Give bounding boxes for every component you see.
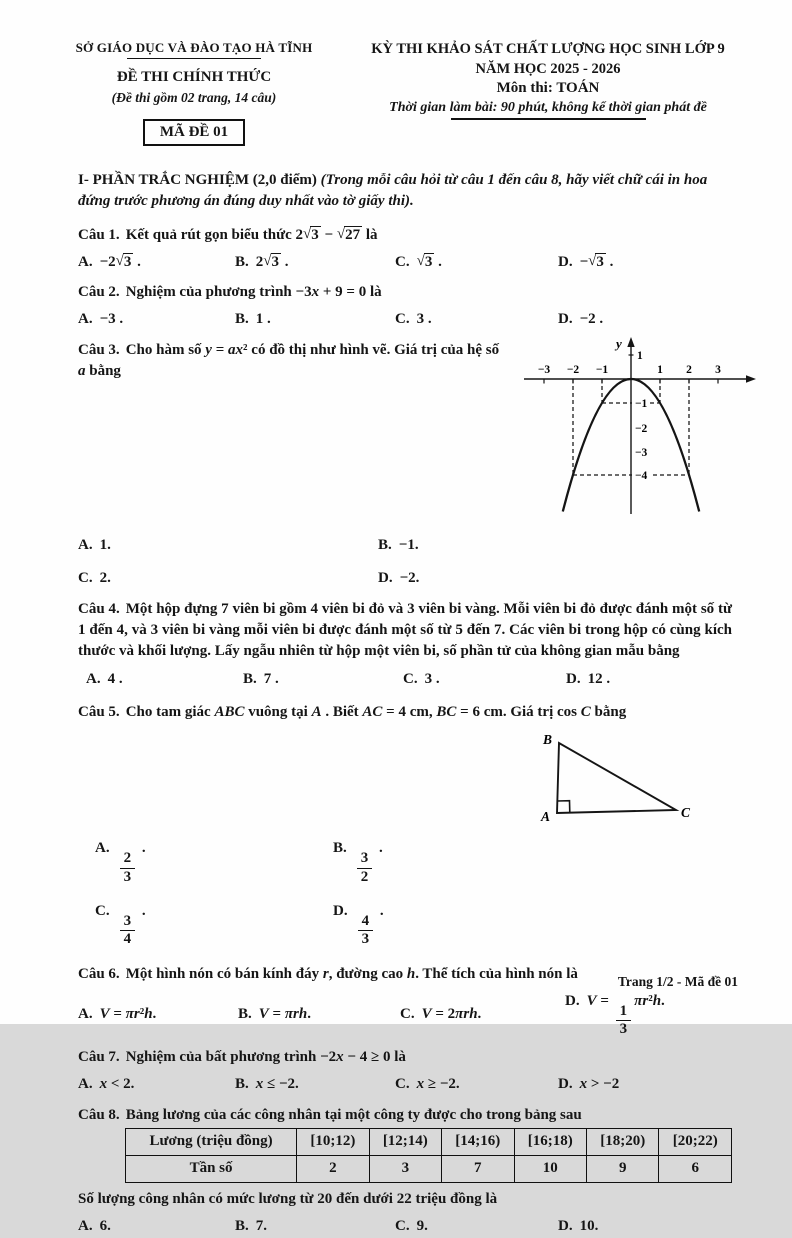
page-footer (618, 974, 738, 990)
q2-option-a: A. −3 . (78, 311, 124, 328)
q1-option-c: C. √3 . (395, 252, 442, 270)
q6-option-b: B. V = πrh. (238, 1006, 311, 1023)
question-7-options (78, 1074, 732, 1095)
q1-option-a: A. −2√3 . (78, 252, 141, 270)
vertex-b-label: B (542, 732, 552, 748)
q6-option-d: D. V = $\frac{1}{3}$ πr²h. (565, 993, 665, 1038)
q5-triangle-figure (514, 731, 692, 838)
q7-option-b: B. x ≤ −2. (235, 1076, 299, 1093)
q8-option-d: D. 10. (558, 1218, 599, 1235)
q7-option-c: C. x ≥ −2. (395, 1076, 460, 1093)
section-1-instruction: (Trong mỗi câu hỏi từ câu 1 đến câu 8, hãy viết chữ cái in hoa đứng trước phương án đúng duy nhất vào tờ giấy thi). (78, 172, 708, 210)
question-1-options (78, 252, 732, 273)
question-6-options (78, 991, 732, 1038)
department-name: SỞ GIÁO DỤC VÀ ĐÀO TẠO HÀ TĨNH (75, 40, 313, 55)
question-2-label: Câu 2. (78, 284, 120, 301)
frequency-cell: 2 (297, 1156, 369, 1183)
interval-cell: [16;18) (514, 1129, 586, 1156)
subject-line: Môn thi: TOÁN (496, 80, 600, 97)
duration-underline (451, 118, 646, 120)
salary-table (125, 1128, 732, 1183)
y-axis-label: y (616, 335, 622, 351)
q3-q4-block (78, 335, 732, 699)
q6-option-a: A. V = πr²h. (78, 1006, 157, 1023)
question-8-subtext: Số lượng công nhân có mức lương từ 20 đến dưới 22 triệu đồng là (78, 1191, 498, 1208)
x-tick-3: 3 (715, 363, 721, 376)
question-8-options (78, 1216, 732, 1237)
salary-table-frequency-row (126, 1156, 732, 1183)
interval-cell: [18;20) (586, 1129, 658, 1156)
question-7-stem: Câu 7. Nghiệm của bất phương trình −2x − 4 ≥ 0 là (78, 1049, 406, 1066)
frequency-cell: 9 (586, 1156, 658, 1183)
question-1-label: Câu 1. (78, 226, 120, 243)
q8-option-c: C. 9. (395, 1218, 428, 1235)
y-tick--1: −1 (635, 397, 648, 410)
x-tick--1: −1 (595, 363, 609, 376)
q3-function-graph (516, 334, 758, 533)
question-8-label: Câu 8. (78, 1106, 120, 1123)
frequency-cell: 3 (369, 1156, 441, 1183)
q3-option-a: A. 1. (78, 537, 111, 554)
question-8-stem: Câu 8. Bảng lương của các công nhân tại một công ty được cho trong bảng sau (78, 1106, 582, 1123)
q8-option-a: A. 6. (78, 1218, 111, 1235)
interval-cell: [14;16) (442, 1129, 514, 1156)
frequency-cell: 10 (514, 1156, 586, 1183)
header (0, 0, 792, 146)
question-2-stem: Câu 2. Nghiệm của phương trình −3x + 9 = 0 là (78, 284, 382, 301)
page-number-label: Trang 1/2 - Mã đề 01 (617, 974, 738, 989)
exam-type: ĐỀ THI CHÍNH THỨC (116, 69, 272, 85)
q5-option-b: B. $\frac{3}{2}$ . (333, 840, 383, 885)
question-1 (78, 225, 732, 274)
question-1-stem: Câu 1. Kết quả rút gọn biểu thức 2√3 − √27 là (78, 225, 378, 243)
q3-option-d: D. −2. (378, 570, 420, 587)
salary-header-cell: Lương (triệu đồng) (126, 1129, 297, 1156)
q7-option-d: D. x > −2 (558, 1076, 620, 1093)
x-tick--2: −2 (566, 363, 580, 376)
question-3-label: Câu 3. (78, 341, 120, 358)
question-5 (78, 702, 732, 957)
salary-table-header-row (126, 1129, 732, 1156)
q5-option-d: D. $\frac{4}{3}$ . (333, 903, 384, 948)
vertex-a-label: A (540, 809, 550, 825)
q2-option-b: B. 1 . (235, 311, 271, 328)
question-5-options (78, 838, 565, 948)
q4-option-d: D. 12 . (566, 670, 611, 687)
vertex-c-label: C (681, 805, 691, 821)
question-4-options (78, 669, 732, 690)
y-tick-1: 1 (637, 349, 643, 362)
q4-option-c: C. 3 . (403, 670, 440, 687)
parabola-graph-svg (516, 334, 758, 526)
question-3-options (78, 535, 528, 590)
q5-option-a: A. $\frac{2}{3}$ . (95, 840, 146, 885)
section-1-heading (78, 170, 732, 213)
header-right (338, 40, 752, 146)
frequency-cell: 6 (659, 1156, 732, 1183)
x-tick-2: 2 (686, 363, 692, 376)
question-5-label: Câu 5. (78, 703, 120, 720)
exam-note: (Đề thi gồm 02 trang, 14 câu) (111, 90, 277, 105)
x-tick-1: 1 (657, 363, 663, 376)
q3-option-b: B. −1. (378, 537, 419, 554)
question-4 (78, 599, 732, 690)
q4-option-b: B. 7 . (243, 670, 279, 687)
q2-option-c: C. 3 . (395, 311, 432, 328)
y-tick--2: −2 (635, 422, 648, 435)
q4-option-a: A. 4 . (86, 670, 123, 687)
question-2 (78, 282, 732, 331)
school-year: NĂM HỌC 2025 - 2026 (475, 60, 621, 77)
question-7 (78, 1047, 732, 1096)
question-6-label: Câu 6. (78, 966, 120, 983)
question-2-options (78, 309, 732, 330)
frequency-cell: 7 (442, 1156, 514, 1183)
question-4-label: Câu 4. (78, 600, 120, 617)
department-underline (127, 58, 261, 59)
q2-option-d: D. −2 . (558, 311, 604, 328)
q1-option-b: B. 2√3 . (235, 252, 289, 270)
x-tick--3: −3 (537, 363, 551, 376)
triangle-shape (557, 743, 676, 813)
right-triangle-svg (514, 731, 692, 831)
interval-cell: [10;12) (297, 1129, 369, 1156)
exam-title: KỲ THI KHẢO SÁT CHẤT LƯỢNG HỌC SINH LỚP 9 (371, 41, 725, 57)
q7-option-a: A. x < 2. (78, 1076, 135, 1093)
y-tick--3: −3 (635, 446, 648, 459)
q6-option-c: C. V = 2πrh. (400, 1006, 482, 1023)
question-4-stem: Câu 4. Một hộp đựng 7 viên bi gồm 4 viên bi đỏ và 3 viên bi vàng. Mỗi viên bi đỏ được đánh một số từ 1 đến 4, và 3 viên bi vàng mỗi viên bi được đánh một số từ 5 đến 7. Các viên bi trong hộp có cùng kích thước và khối lượng. Lấy ngẫu nhiên từ hộp một viên bi, số phần tử của không gian mẫu bằng (78, 600, 732, 660)
exam-code-box: MÃ ĐỀ 01 (143, 119, 245, 146)
q8-option-b: B. 7. (235, 1218, 268, 1235)
right-angle-marker (557, 801, 570, 813)
y-tick--4: −4 (635, 469, 648, 482)
q5-option-c: C. $\frac{3}{4}$ . (95, 903, 146, 948)
interval-cell: [20;22) (659, 1129, 732, 1156)
question-7-label: Câu 7. (78, 1049, 120, 1066)
header-left (50, 40, 338, 146)
q3-option-c: C. 2. (78, 570, 111, 587)
question-6-stem: Câu 6. Một hình nón có bán kính đáy r, đường cao h. Thể tích của hình nón là (78, 966, 578, 983)
question-3-stem: Câu 3. Cho hàm số y = ax² có đồ thị như hình vẽ. Giá trị của hệ số a bằng (78, 341, 500, 380)
question-8 (78, 1105, 732, 1238)
frequency-header-cell: Tần số (126, 1156, 297, 1183)
y-axis-arrow (627, 337, 634, 347)
exam-body (0, 170, 792, 1238)
question-5-stem: Câu 5. Cho tam giác ABC vuông tại A . Biết AC = 4 cm, BC = 6 cm. Giá trị cos C bằng (78, 703, 627, 720)
duration-line: Thời gian làm bài: 90 phút, không kể thời gian phát đề (389, 100, 707, 116)
q1-option-d: D. −√3 . (558, 252, 614, 270)
x-axis-arrow (746, 375, 756, 382)
interval-cell: [12;14) (369, 1129, 441, 1156)
section-1-title: I- PHẦN TRẮC NGHIỆM (2,0 điểm) (78, 172, 317, 188)
